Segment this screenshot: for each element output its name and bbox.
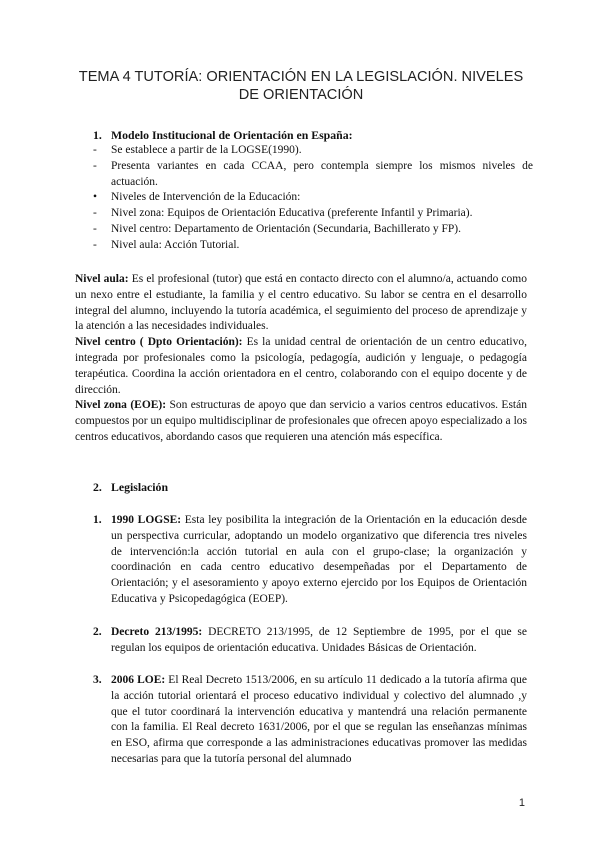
legislation-list <box>93 625 527 657</box>
section-2-number: 2. <box>93 480 102 494</box>
legislation-item <box>93 625 527 657</box>
list-item <box>93 143 533 159</box>
level-text: Son estructuras de apoyo que dan servicio a varios centros educativos. Están compuestos por un equipo multidisciplinar de profesionales que ofrecen apoyo especializado a los centros educativos, abordando casos que requieren una atención más específica. <box>75 399 527 443</box>
list-item <box>93 190 533 206</box>
bullet-marker: • <box>93 191 98 204</box>
dash-marker: - <box>93 222 97 235</box>
item-text: Esta ley posibilita la integración de la Orientación en la educación desde un perspectiva curricular, adoptando un modelo organizativo que diferencia tres niveles de intervención:la acción tutorial en aula con el grupo-clase; la organización y coordinación en cada centro educativo desempeñadas por el Departamento de Orientación; y el asesoramiento y apoyo externo ejercido por los Equipos de Orientación Educativa y Psicopedagógica (EOEP). <box>111 514 527 605</box>
level-label: Nivel aula: <box>75 273 129 285</box>
item-label: 2006 LOE: <box>111 674 166 686</box>
page-number: 1 <box>518 797 525 809</box>
legislation-item <box>93 513 527 608</box>
item-number: 3. <box>93 674 102 686</box>
dash-marker: - <box>93 144 97 156</box>
level-label: Nivel zona (EOE): <box>75 399 167 412</box>
level-paragraph-zona <box>75 398 527 445</box>
legislation-item <box>93 673 527 768</box>
level-label: Nivel centro ( Dpto Orientación): <box>75 336 243 349</box>
document-title: TEMA 4 TUTORÍA: ORIENTACIÓN EN LA LEGISLACIÓN. NIVELES DE ORIENTACIÓN <box>78 69 524 103</box>
section-1-title: Modelo Institucional de Orientación en España: <box>111 128 353 142</box>
item-label: Decreto 213/1995: <box>111 626 203 638</box>
section-1-number: 1. <box>93 128 102 142</box>
section-1-list <box>93 143 533 254</box>
list-item <box>93 159 533 191</box>
levels-description <box>75 272 527 446</box>
level-paragraph-centro <box>75 335 527 398</box>
section-2-heading <box>93 480 168 495</box>
item-number: 1. <box>93 514 102 526</box>
list-item-text: Presenta variantes en cada CCAA, pero contempla siempre los mismos niveles de actuación. <box>111 159 533 188</box>
section-2-title: Legislación <box>111 480 169 494</box>
level-text: Es la unidad central de orientación de un centro educativo, integrada por profesionales como la psicología, pedagogía, audición y lenguaje, o pedagogía terapéutica. Coordina la acción orientadora en el centro, colaborando con el equipo docente y de dirección. <box>75 336 527 396</box>
list-item-text: Se establece a partir de la LOGSE(1990). <box>111 144 302 156</box>
list-item-text: Nivel centro: Departamento de Orientación (Secundaria, Bachillerato y FP). <box>111 222 461 235</box>
dash-marker: - <box>93 238 97 251</box>
list-item <box>93 206 533 222</box>
dash-marker: - <box>93 159 97 172</box>
legislation-list <box>93 513 527 608</box>
level-paragraph-aula <box>75 272 527 335</box>
item-text: El Real Decreto 1513/2006, en su artículo 11 dedicado a la tutoría afirma que la acción tutorial orientará el proceso educativo individual y colectivo del alumnado ,y que el tutor coordinará la intervención educativa y mantendrá una relación permanente con la familia. El Real decreto 1631/2006, por el que se regulan las enseñanzas mínimas en ESO, afirma que corresponde a las administraciones educativas promover las medidas necesarias para que la tutoría personal del alumnado <box>111 674 527 765</box>
level-text: Es el profesional (tutor) que está en contacto directo con el alumno/a, actuando como un nexo entre el estudiante, la familia y el centro educativo. Su labor se centra en el desarrollo integral del alumno, incluyendo la tutoría académica, el seguimiento del proceso de aprendizaje y la atención a las necesidades individuales. <box>75 273 527 333</box>
list-item <box>93 238 533 254</box>
list-item-text: Nivel zona: Equipos de Orientación Educativa (preferente Infantil y Primaria). <box>111 207 473 220</box>
item-text: DECRETO 213/1995, de 12 Septiembre de 1995, por el que se regulan los equipos de orientación educativa. Unidades Básicas de Orientación. <box>111 626 527 654</box>
legislation-list <box>93 673 527 768</box>
list-item <box>93 222 533 238</box>
list-item-text: Niveles de Intervención de la Educación: <box>111 191 301 204</box>
list-item-text: Nivel aula: Acción Tutorial. <box>111 238 240 251</box>
section-1-heading <box>93 128 353 143</box>
item-label: 1990 LOGSE: <box>111 514 182 526</box>
item-number: 2. <box>93 626 102 638</box>
dash-marker: - <box>93 207 97 220</box>
